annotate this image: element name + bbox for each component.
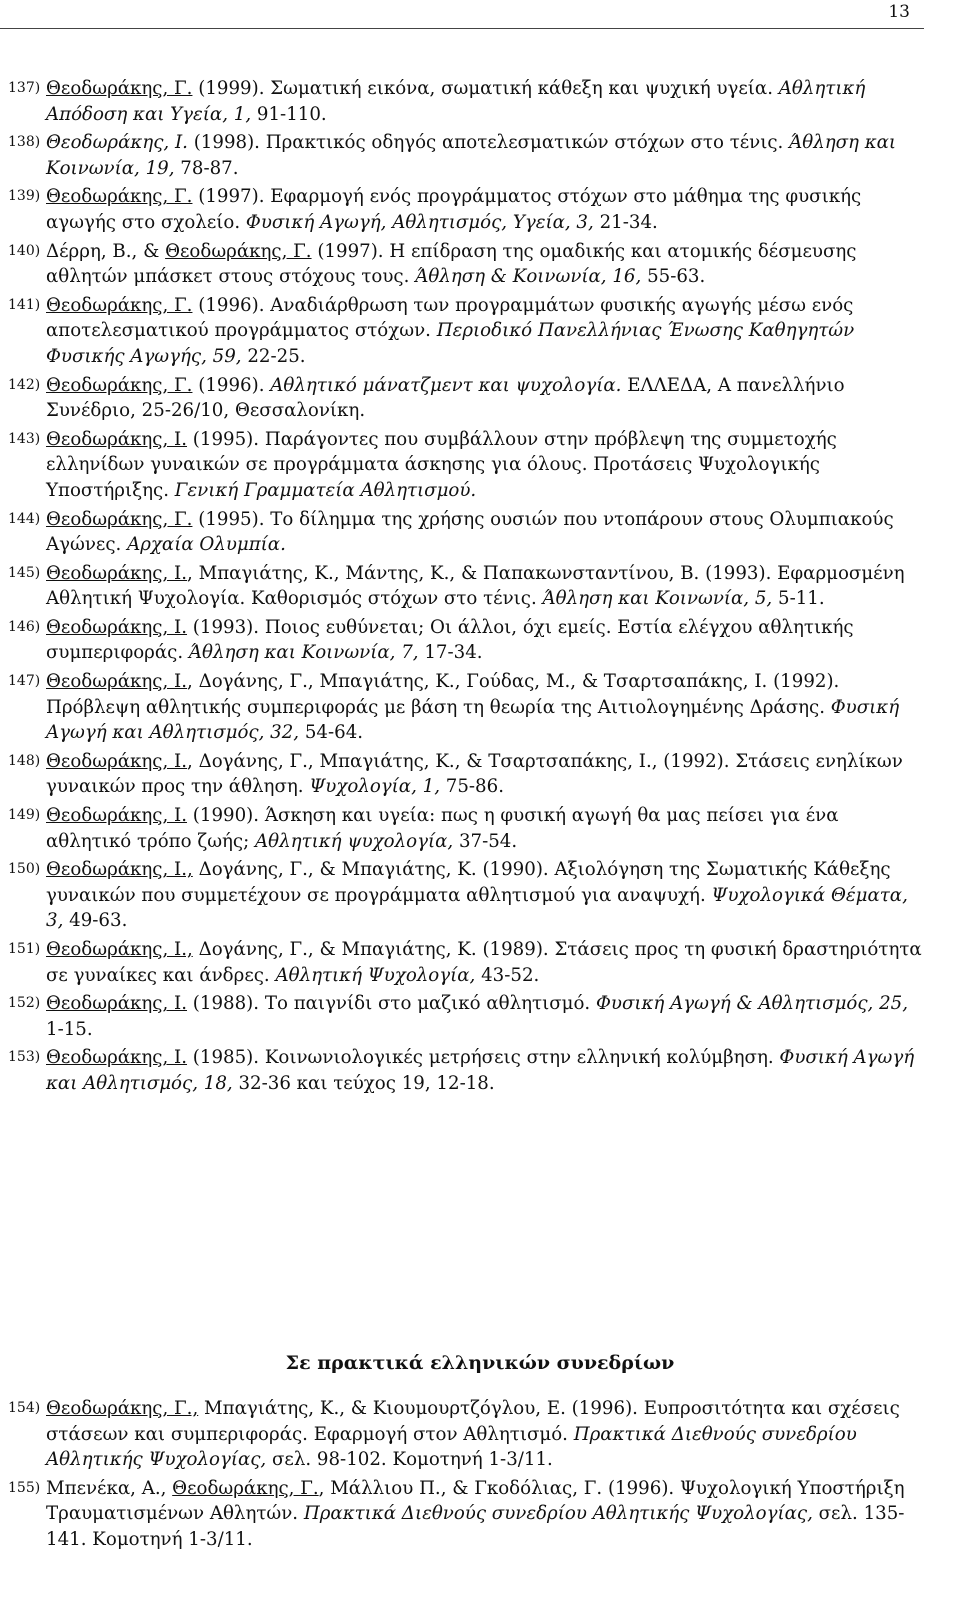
reference-text: 37-54.: [453, 830, 518, 852]
author-name: Θεοδωράκης, Ι.: [46, 616, 188, 638]
reference-number: 145): [8, 564, 41, 581]
reference-number: 149): [8, 807, 41, 824]
author-name: Θεοδωράκης, Γ.: [46, 186, 193, 208]
journal-title: Φυσική Αγωγή & Αθλητισμός, 25,: [595, 993, 909, 1015]
journal-title: Αθλητική ψυχολογία,: [255, 830, 454, 852]
reference-text: (1995). Το δίλημμα της χρήσης ουσιών που ντοπάρουν στους Ολυμπιακούς Αγώνες.: [46, 508, 894, 556]
reference-number: 140): [8, 242, 41, 259]
reference-number: 142): [8, 376, 41, 393]
reference-item: [8, 507, 926, 558]
reference-item: [8, 561, 926, 612]
author-name: Θεοδωράκης, Ι.: [46, 1047, 188, 1069]
reference-number: 141): [8, 296, 41, 313]
journal-title: Ψυχολογικά Θέματα, 3,: [46, 884, 908, 932]
header-rule: [0, 28, 924, 29]
reference-text: 5-11.: [772, 588, 825, 610]
reference-text: 22-25.: [241, 345, 306, 367]
reference-text: (1990). Άσκηση και υγεία: πως η φυσική αγωγή θα μας πείσει για ένα αθλητικό τρόπο ζωής;: [46, 805, 839, 852]
author-name: Θεοδωράκης, Γ.: [46, 78, 193, 99]
section-title: Σε πρακτικά ελληνικών συνεδρίων: [285, 1352, 675, 1374]
reference-text: 49-63.: [63, 910, 128, 932]
reference-item: [8, 373, 926, 424]
author-name: Θεοδωράκης, Ι.: [46, 671, 188, 693]
reference-text: Δέρρη, Β., &: [46, 240, 166, 262]
reference-item: [8, 1396, 926, 1473]
journal-title: Θεοδωράκης, Ι.: [46, 132, 188, 154]
journal-title: Αθλητικό μάνατζμεντ και ψυχολογία.: [270, 374, 622, 396]
reference-text: Δογάνης, Γ., & Μπαγιάτης, Κ. (1990). Αξιολόγηση της Σωματικής Κάθεξης γυναικών που συμμετέχουν σε προγράμματα αθλητισμού για αναψυχή.: [46, 859, 891, 906]
journal-title: Περιοδικό Πανελλήνιας Ένωσης Καθηγητών Φυσικής Αγωγής, 59,: [46, 320, 855, 367]
reference-item: [8, 937, 926, 988]
author-name: Θεοδωράκης, Ι.,: [46, 859, 193, 881]
reference-text: , Μπαγιάτης, Κ., Μάντης, Κ., & Παπακωνσταντίνου, Β. (1993). Εφαρμοσμένη Αθλητική Ψυχολογία. Καθορισμός στόχων στο τένις.: [46, 562, 905, 610]
author-name: Θεοδωράκης, Ι.: [46, 428, 188, 450]
reference-item: [8, 184, 926, 235]
reference-text: ΕΛΛΕΔΑ, Α πανελλήνιο Συνέδριο, 25-26/10, Θεσσαλονίκη.: [46, 374, 845, 422]
author-name: Θεοδωράκης, Ι.: [46, 805, 188, 827]
reference-item: [8, 130, 926, 181]
reference-text: , Δογάνης, Γ., Μπαγιάτης, Κ., Γούδας, Μ., & Τσαρτσαπάκης, Ι. (1992). Πρόβλεψη αθλητικής συμπεριφοράς με βάση τη θεωρία της Αιτιολογημένης Δράσης.: [46, 671, 840, 718]
reference-text: (1995). Παράγοντες που συμβάλλουν στην πρόβλεψη της συμμετοχής ελληνίδων γυναικών σε προγράμματα άσκησης για όλους. Προτάσεις Ψυχολογικής Υποστήριξης.: [46, 428, 837, 501]
reference-item: [8, 1476, 926, 1553]
reference-text: 43-52.: [475, 964, 540, 986]
reference-text: (1997). Εφαρμογή ενός προγράμματος στόχων στο μάθημα της φυσικής αγωγής στο σχολείο.: [46, 186, 862, 233]
reference-text: σελ. 135-141. Κομοτηνή 1-3/11.: [46, 1503, 905, 1550]
reference-item: [8, 991, 926, 1042]
journal-title: Άθληση και Κοινωνία, 7,: [188, 642, 419, 664]
journal-title: Αρχαία Ολυμπία.: [127, 534, 286, 556]
reference-text: (1998). Πρακτικός οδηγός αποτελεσματικών στόχων στο τένις.: [187, 132, 790, 154]
reference-text: (1985). Κοινωνιολογικές μετρήσεις στην ελληνική κολύμβηση.: [187, 1047, 780, 1069]
reference-number: 151): [8, 941, 41, 957]
reference-number: 153): [8, 1049, 41, 1066]
reference-text: (1988). Το παιγνίδι στο μαζικό αθλητισμό.: [187, 993, 596, 1015]
reference-number: 148): [8, 752, 41, 769]
reference-text: , Δογάνης, Γ., Μπαγιάτης, Κ., & Τσαρτσαπάκης, Ι., (1992). Στάσεις ενηλίκων γυναικών προς την άθληση.: [46, 750, 903, 798]
journal-title: Πρακτικά Διεθνούς συνεδρίου Αθλητικής Ψυχολογίας,: [46, 1423, 857, 1471]
reference-text: (1997). Η επίδραση της ομαδικής και ατομικής δέσμευσης αθλητών μπάσκετ στους στόχους τους.: [46, 240, 857, 288]
reference-text: (1993). Ποιος ευθύνεται; Οι άλλοι, όχι εμείς. Εστία ελέγχου αθλητικής συμπεριφοράς.: [46, 616, 854, 664]
reference-item: [8, 76, 926, 127]
reference-text: 91-110.: [251, 103, 327, 125]
journal-title: Αθλητική Απόδοση και Υγεία, 1,: [46, 78, 866, 125]
reference-text: Μπενέκα, Α.,: [46, 1477, 173, 1499]
reference-list: [8, 76, 926, 1100]
reference-number: 138): [8, 134, 41, 151]
reference-text: (1996). Αναδιάρθρωση των προγραμμάτων φυσικής αγωγής μέσω ενός αποτελεσματικού προγράμματος στόχων.: [46, 294, 854, 342]
author-name: Θεοδωράκης, Γ.: [165, 240, 312, 262]
reference-number: 155): [8, 1479, 41, 1496]
reference-number: 146): [8, 618, 41, 635]
journal-title: Αθλητική Ψυχολογία,: [275, 964, 476, 986]
reference-number: 152): [8, 995, 41, 1012]
author-name: Θεοδωράκης, Ι.: [46, 562, 188, 584]
reference-number: 139): [8, 188, 41, 205]
reference-text: Δογάνης, Γ., & Μπαγιάτης, Κ. (1989). Στάσεις προς τη φυσική δραστηριότητα σε γυναίκες και άνδρες.: [46, 939, 922, 986]
reference-number: 137): [8, 80, 41, 96]
reference-item: [8, 293, 926, 370]
author-name: Θεοδωράκης, Γ.,: [46, 1398, 199, 1419]
reference-text: σελ. 98-102. Κομοτηνή 1-3/11.: [266, 1449, 553, 1471]
journal-title: Γενική Γραμματεία Αθλητισμού.: [174, 479, 477, 501]
reference-item: [8, 239, 926, 290]
reference-text: 78-87.: [174, 157, 239, 179]
author-name: Θεοδωράκης, Γ.: [46, 374, 193, 396]
reference-number: 154): [8, 1400, 41, 1416]
reference-text: 21-34.: [593, 211, 658, 233]
author-name: Θεοδωράκης, Γ.: [172, 1477, 319, 1499]
reference-text: (1996).: [192, 374, 271, 396]
reference-text: , Μάλλιου Π., & Γκοδόλιας, Γ. (1996). Ψυχολογική Υποστήριξη Τραυματισμένων Αθλητών.: [46, 1477, 905, 1525]
reference-text: 55-63.: [641, 266, 706, 288]
journal-title: Φυσική Αγωγή, Αθλητισμός, Υγεία, 3,: [245, 211, 594, 233]
reference-item: [8, 669, 926, 746]
author-name: Θεοδωράκης, Γ.: [46, 294, 193, 316]
reference-text: (1999). Σωματική εικόνα, σωματική κάθεξη και ψυχική υγεία.: [192, 78, 779, 99]
author-name: Θεοδωράκης, Ι.: [46, 750, 188, 772]
reference-text: 1-15.: [46, 1018, 93, 1040]
journal-title: Άθληση & Κοινωνία, 16,: [415, 266, 642, 288]
journal-title: Άθληση και Κοινωνία, 5,: [542, 588, 773, 610]
reference-text: 54-64.: [299, 722, 364, 744]
reference-item: [8, 749, 926, 800]
journal-title: Πρακτικά Διεθνούς συνεδρίου Αθλητικής Ψυχολογίας,: [303, 1503, 813, 1525]
reference-number: 144): [8, 510, 41, 527]
reference-text: Μπαγιάτης, Κ., & Κιουμουρτζόγλου, Ε. (1996). Ευπροσιτότητα και σχέσεις στάσεων και συμπεριφοράς. Εφαρμογή στον Αθλητισμό.: [46, 1398, 900, 1445]
reference-item: [8, 427, 926, 504]
page-number: 13: [888, 2, 910, 22]
reference-item: [8, 1045, 926, 1096]
journal-title: Άθληση και Κοινωνία, 19,: [46, 132, 897, 179]
reference-number: 150): [8, 861, 41, 878]
journal-title: Φυσική Αγωγή και Αθλητισμός, 32,: [46, 696, 900, 744]
author-name: Θεοδωράκης, Γ.: [46, 508, 193, 530]
reference-item: [8, 857, 926, 934]
reference-text: 32-36 και τεύχος 19, 12-18.: [232, 1072, 495, 1094]
author-name: Θεοδωράκης, Ι.: [46, 993, 188, 1015]
journal-title: Φυσική Αγωγή και Αθλητισμός, 18,: [46, 1047, 915, 1094]
reference-item: [8, 803, 926, 854]
author-name: Θεοδωράκης, Ι.,: [46, 939, 193, 960]
reference-text: 75-86.: [439, 776, 504, 798]
reference-list-conferences: [8, 1396, 926, 1556]
reference-item: [8, 615, 926, 666]
journal-title: Ψυχολογία, 1,: [309, 776, 440, 798]
reference-text: 17-34.: [418, 642, 483, 664]
reference-number: 143): [8, 430, 41, 447]
reference-number: 147): [8, 673, 41, 690]
